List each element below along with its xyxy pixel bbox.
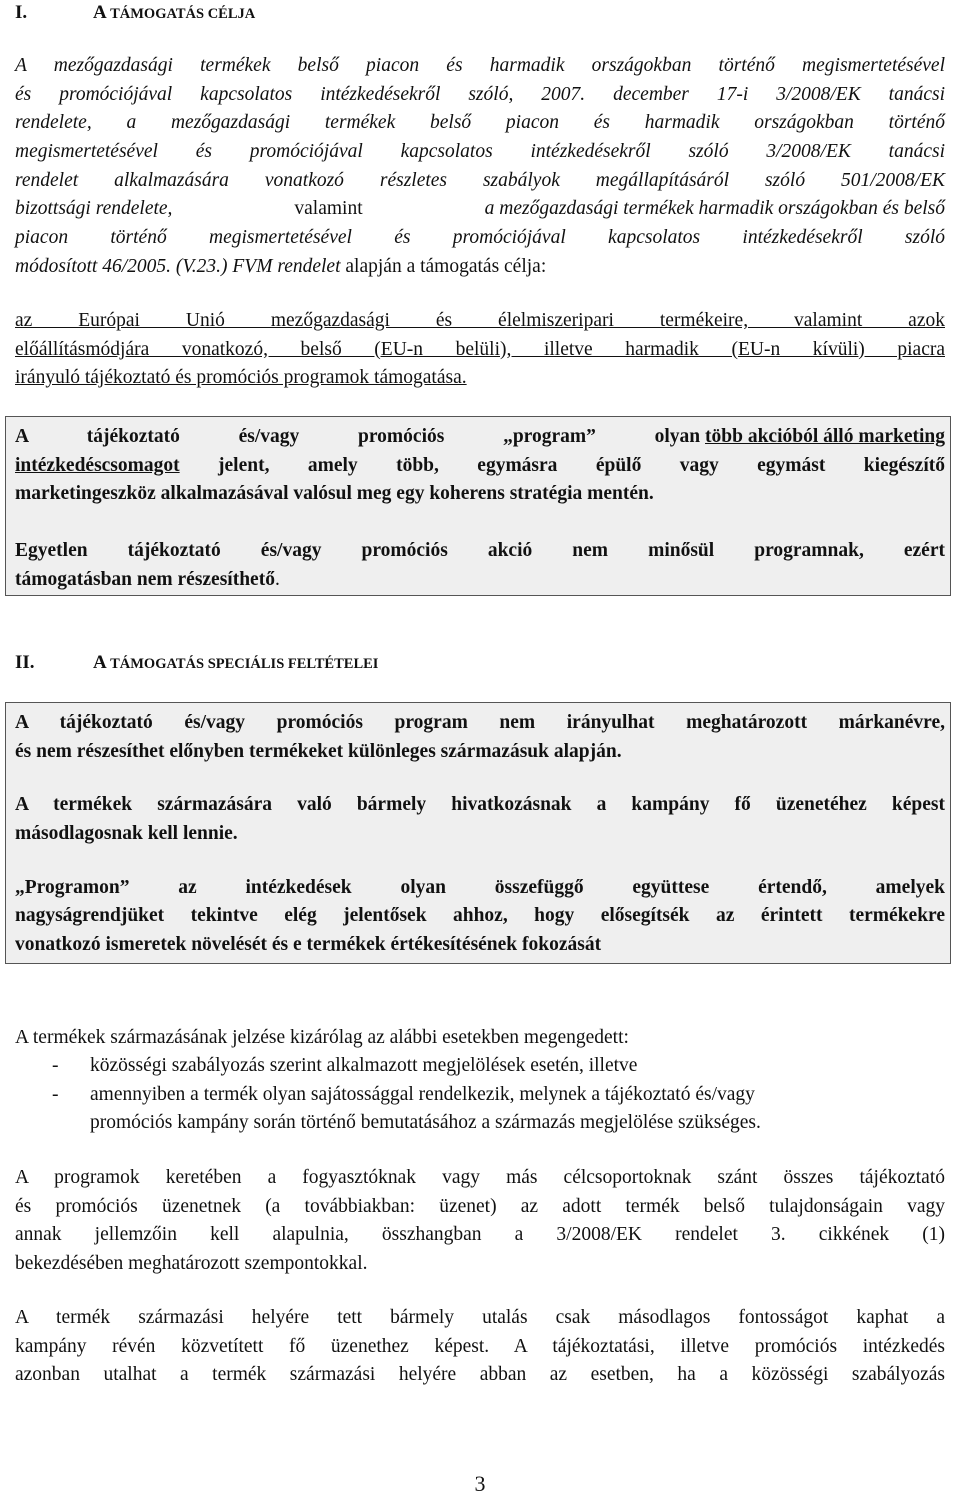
origin-list (52, 1052, 945, 1138)
intro-line: rendelete, a mezőgazdasági termékek belső piacon és harmadik országokban történő (15, 112, 945, 134)
list-item-continuation: promóciós kampány során történő bemutatásához a származás megjelölése szükséges. (90, 1112, 761, 1134)
origin-place-line: A termék származási helyére tett bármely utalás csak másodlagos fontosságot kaphat a (15, 1307, 945, 1328)
goal-paragraph (15, 307, 945, 393)
intro-line: rendelet alkalmazására vonatkozó részletes szabályok megállapításáról szóló 501/2008/EK (15, 169, 945, 191)
special-conditions-line: A tájékoztató és/vagy promóciós program nem irányulhat meghatározott márkanévre, (15, 712, 945, 733)
page-number: 3 (474, 1471, 486, 1496)
special-conditions-paragraph (15, 709, 945, 960)
intro-paragraph (15, 52, 945, 282)
section-1-number: I. (15, 2, 28, 23)
special-conditions-line: és nem részesíthet előnyben termékeket különleges származásuk alapján. (15, 740, 622, 762)
origin-intro: A termékek származásának jelzése kizárólag az alábbi esetekben megengedett: (15, 1027, 629, 1048)
section-1-title: A TÁMOGATÁS CÉLJA (93, 2, 256, 23)
goal-line: irányuló tájékoztató és promóciós programok támogatása. (15, 367, 467, 389)
messages-line: A programok keretében a fogyasztóknak vagy más célcsoportoknak szánt összes tájékoztató (15, 1167, 945, 1188)
program-meaning-line: nagyságrendjüket tekintve elég jelentősek ahhoz, hogy elősegítsék az érintett termékekre (15, 905, 945, 927)
program-definition-line: marketingeszköz alkalmazásával valósul meg egy koherens stratégia mentén. (15, 483, 654, 505)
intro-line: piacon történő megismertetésével és promóciójával kapcsolatos intézkedésekről szóló (15, 227, 945, 249)
special-conditions-line: másodlagosnak kell lennie. (15, 823, 238, 845)
single-action-line: támogatásban nem részesíthető. (15, 568, 280, 590)
program-meaning-line: vonatkozó ismeretek növelését és e termékek értékesítésének fokozását (15, 934, 602, 956)
origin-place-paragraph (15, 1304, 945, 1390)
intro-line: és promóciójával kapcsolatos intézkedésekről szóló, 2007. december 17-i 3/2008/EK tanácsi (15, 83, 945, 105)
single-action-line: Egyetlen tájékoztató és/vagy promóciós akció nem minősül programnak, ezért (15, 540, 945, 562)
origin-place-line: azonban utalhat a termék származási helyére abban az esetben, ha a közösségi szabályozás (15, 1364, 945, 1386)
intro-line: bizottsági rendelete, valamint a mezőgazdasági termékek harmadik országokban és belső (15, 198, 945, 220)
intro-line: megismertetésével és promóciójával kapcsolatos intézkedésekről szóló 3/2008/EK tanácsi (15, 141, 945, 163)
special-conditions-line: A termékek származására való bármely hivatkozásnak a kampány fő üzenetéhez képest (15, 794, 945, 816)
messages-line: annak jellemzőin kell alapulnia, összhangban a 3/2008/EK rendelet 3. cikkének (1) (15, 1224, 945, 1246)
messages-line: és promóciós üzenetnek (a továbbiakban: üzenet) az adott termék belső tulajdonságain vagy (15, 1195, 945, 1217)
goal-line: előállításmódjára vonatkozó, belső (EU-n belüli), illetve harmadik (EU-n kívüli) piacra (15, 338, 945, 360)
section-2-number: II. (15, 652, 35, 673)
origin-place-line: kampány révén közvetített fő üzenethez képest. A tájékoztatási, illetve promóciós intézkedés (15, 1335, 945, 1357)
goal-line: az Európai Unió mezőgazdasági és élelmiszeripari termékeire, valamint azok (15, 310, 945, 331)
intro-line: módosított 46/2005. (V.23.) FVM rendelet alapján a támogatás célja: (15, 255, 547, 277)
program-definition-line: A tájékoztató és/vagy promóciós „program” olyan több akcióból álló marketing (15, 426, 945, 447)
list-item: - amennyiben a termék olyan sajátossággal rendelkezik, melynek a tájékoztató és/vagy (52, 1083, 755, 1105)
messages-line: bekezdésében meghatározott szempontokkal. (15, 1253, 368, 1275)
section-2-title: A TÁMOGATÁS SPECIÁLIS FELTÉTELEI (93, 652, 379, 673)
list-item: - közösségi szabályozás szerint alkalmazott megjelölések esetén, illetve (52, 1055, 638, 1076)
section-1-heading (15, 2, 256, 24)
program-meaning-line: „Programon” az intézkedések olyan összefüggő együttese értendő, amelyek (15, 876, 945, 898)
messages-paragraph (15, 1164, 945, 1279)
program-definition-line: intézkedéscsomagot jelent, amely több, egymásra épülő vagy egymást kiegészítő (15, 454, 945, 476)
program-definition-paragraph (15, 423, 945, 594)
intro-line: A mezőgazdasági termékek belső piacon és harmadik országokban történő megismertetésével (15, 55, 945, 76)
section-2-heading (15, 652, 379, 674)
